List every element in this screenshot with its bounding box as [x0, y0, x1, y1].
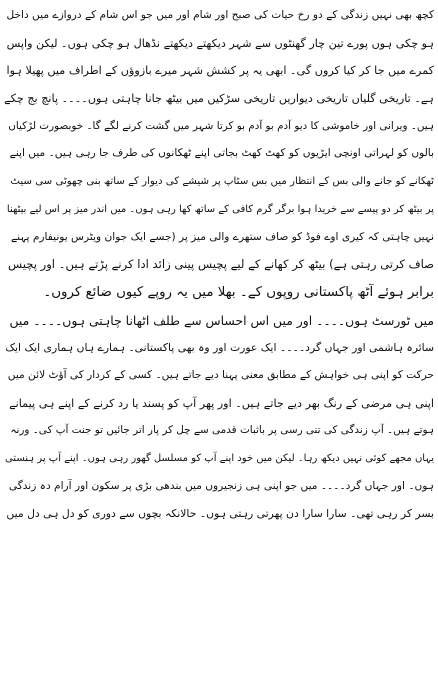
text-line-4: ہے۔ تاریخی گلیاں تاریخی دیواریں تاریخی سڑکیں میں بیٹھ جانا چاہتی ہوں۔۔۔۔ پانچ بج چکے [4, 92, 434, 106]
text-line-6: بالوں کو لہراتی اونچی ایڑیوں کو کھٹ کھٹ بجاتی اپنے ٹھکانوں کی طرف جا رہی ہیں۔ میں اپنے [9, 147, 434, 160]
text-line-9: نہیں چاہتی کہ کیری اوے فوڈ کو صاف ستھرے والی میز پر (جسے ایک جوان ویٹرس یونیفارم پہنے [10, 230, 434, 243]
text-line-2: ہو چکی ہوں پورے تین چار گھنٹوں سے شہر دیکھتے دیکھتے نڈھال ہو چکی ہوں۔ لیکن واپس [6, 36, 434, 50]
text-line-10: صاف کرتی رہتی ہے) بیٹھ کر کھانے کے لیے پچیس پینی زائد ادا کرنے پڑتے ہیں۔ اور پچیس [7, 257, 434, 272]
text-line-7: ٹھکانے کو جانے والی بس کے انتظار میں بس سٹاپ پر شیشے کی دیوار کے ساتھ بنی چھوٹی سی سیٹ [10, 176, 434, 188]
text-line-3: کمرے میں جا کر کیا کروں گی۔ ابھی یہ پر کشش شہر میرے بازوؤں کے اطراف میں پھیلا ہوا [6, 64, 434, 78]
text-line-13: سائرہ ہاشمی اور جہاں گرد۔۔۔۔ ایک عورت اور وہ بھی پاکستانی۔ ہمارے ہاں ہماری ایک ایک [5, 341, 434, 355]
text-line-17: یہاں مجھے کوئی نہیں دیکھ رہا۔ لیکن میں خود اپنے آپ کو مسلسل گھور رہی ہوں۔ اپنے آپ پر ہنستی [4, 453, 434, 464]
text-line-12: میں ٹورسٹ ہوں۔۔۔۔ اور میں اس احساس سے طلف اٹھانا چاہتی ہوں۔۔۔۔ میں [9, 312, 434, 328]
text-line-18: ہوں۔ اور جہاں گرد۔۔۔۔ میں جو اپنی ہی زنجیروں میں بندھی بڑی پر سکون اور آرام دہ زندگی [8, 479, 434, 492]
text-line-11: برابر ہوئے آٹھ پاکستانی روپوں کے۔ بھلا میں یہ روپے کیوں ضائع کروں۔ [43, 284, 434, 300]
text-line-14: حرکت کو اپنی ہی خواہش کے مطابق معنی پہنا دیے جاتے ہیں۔ کسی کے کردار کی آؤٹ لائن میں [7, 368, 434, 381]
text-line-1: کچھ بھی نہیں زندگی کے دو رخ حیات کی صبح اور شام اور میں جو اس شام کے دروازے میں داخل [6, 9, 434, 21]
text-line-5: ہیں۔ ویرانی اور خاموشی کا دیو آدم بو آدم بو کرتا شہر میں گشت کرنے لگے گا۔ خوبصورت لڑکیاں [8, 119, 434, 132]
text-line-16: ہوتے ہیں۔ آپ زندگی کی تنی رسی پر باثبات قدمی سے چل کر پار اتر جائیں تو جنت آپ کی۔ ورنہ [10, 424, 434, 437]
text-line-19: بسر کر رہی تھی۔ سارا سارا دن پھرتی رہتی ہوں۔ حالانکہ بچوں سے دوری کو دل ہی دل میں [6, 507, 434, 521]
text-line-8: پر بیٹھ کر دو پیسے سے خریدا ہوا برگر گرم کافی کے ساتھ کھا رہی ہوں۔ میں اندر میز پر اس لیے بیٹھنا [6, 203, 434, 215]
text-line-15: اپنی ہی مرضی کے رنگ بھر دیے جاتے ہیں۔ اور پھر آپ کو پسند یا رد کرنے کے اپنے ہی پیمانے [9, 396, 434, 410]
